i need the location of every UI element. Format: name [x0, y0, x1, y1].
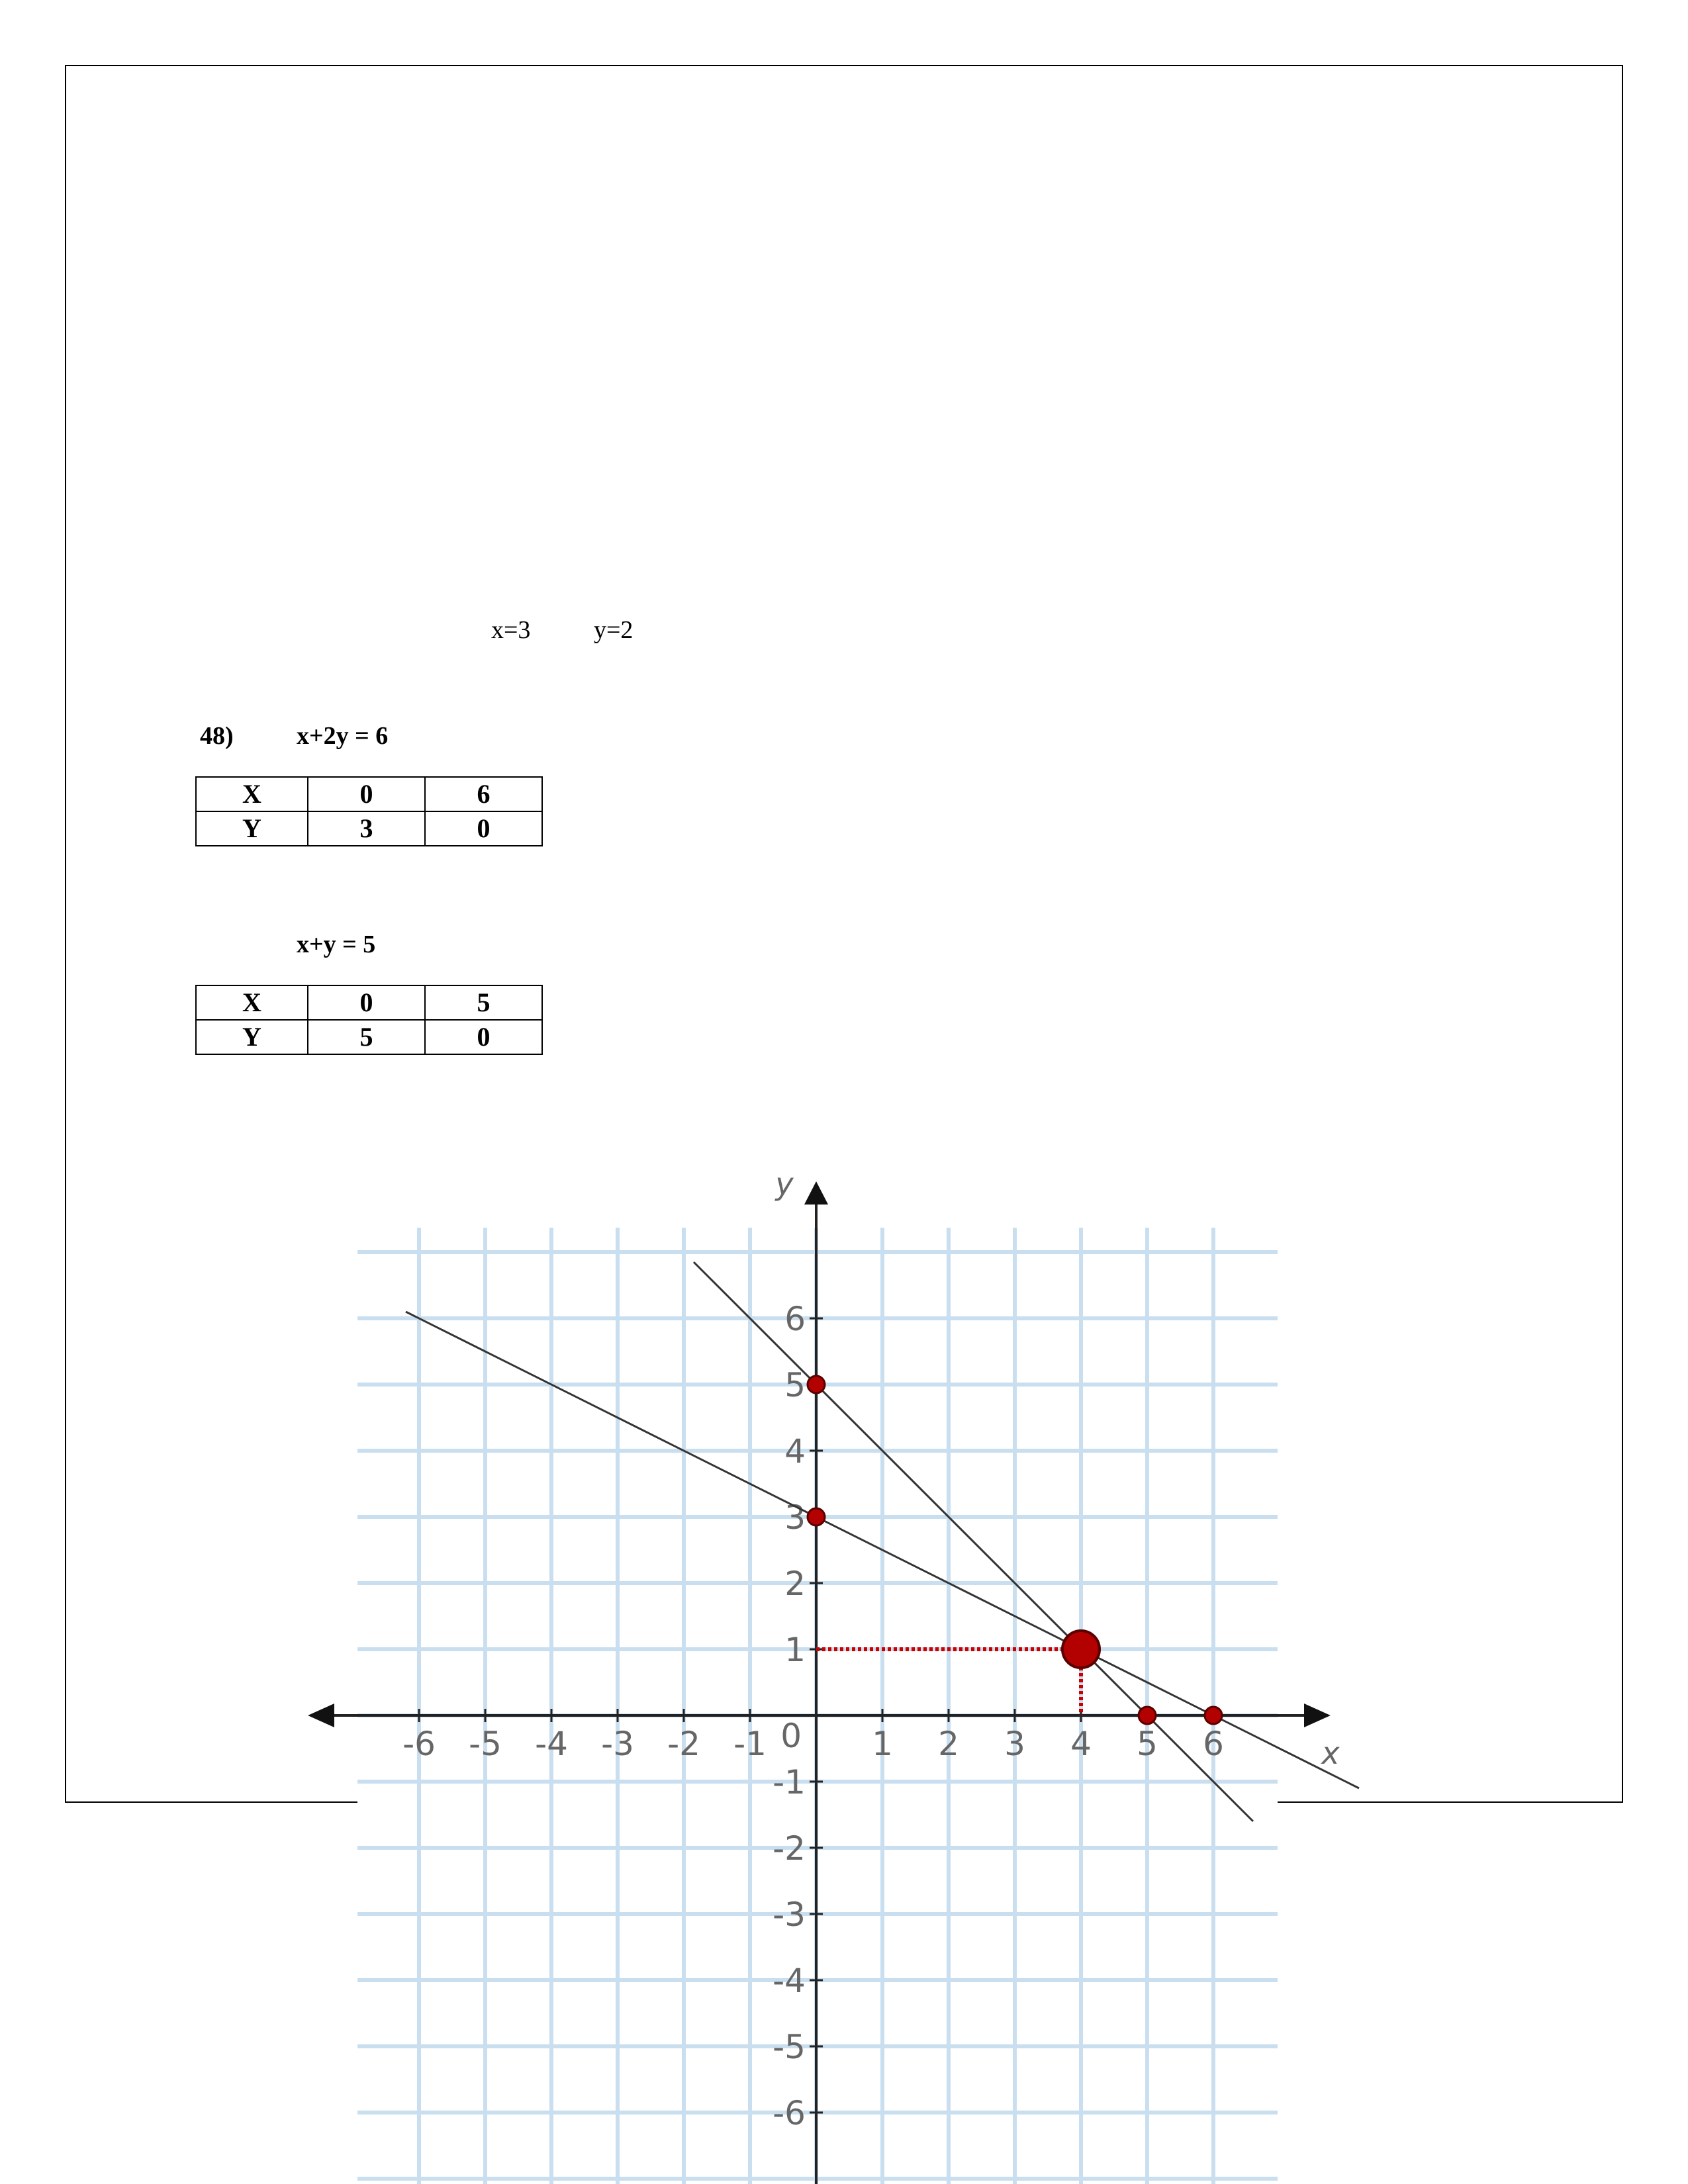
x-tick-label: 3	[1004, 1725, 1025, 1763]
y-tick-label: 3	[784, 1498, 806, 1537]
x-tick-label: -3	[601, 1725, 634, 1763]
x-tick-label: 4	[1070, 1725, 1092, 1763]
question-number: 48)	[200, 722, 234, 750]
coordinate-graph	[291, 1152, 1364, 2184]
table-cell: 5	[308, 1020, 425, 1054]
data-point	[808, 1376, 825, 1393]
data-point	[808, 1508, 825, 1525]
y-tick-label: 1	[784, 1631, 806, 1669]
y-tick-label: 4	[784, 1432, 806, 1471]
table-row	[196, 811, 542, 846]
y-tick-label: -3	[773, 1895, 806, 1934]
previous-answer-y: y=2	[594, 616, 633, 644]
y-axis-name: y	[775, 1166, 794, 1202]
value-table-2	[195, 985, 543, 1055]
table-cell: 5	[425, 985, 542, 1020]
intersection-point	[1062, 1631, 1100, 1668]
origin-label: 0	[780, 1717, 802, 1755]
table-row	[196, 1020, 542, 1054]
x-tick-label: 5	[1137, 1725, 1158, 1763]
x-axis-right-arrow-icon	[1304, 1704, 1331, 1727]
y-tick-label: -2	[773, 1829, 806, 1868]
x-tick-label: 1	[872, 1725, 893, 1763]
x-tick-label: -5	[469, 1725, 502, 1763]
x-axis-name: x	[1321, 1735, 1340, 1771]
equation-2-label: x+y = 5	[297, 931, 376, 958]
x-tick-label: 6	[1203, 1725, 1224, 1763]
y-tick-label: 2	[784, 1565, 806, 1603]
y-tick-label: 5	[784, 1366, 806, 1404]
y-tick-label: 6	[784, 1300, 806, 1338]
x-axis-left-arrow-icon	[308, 1704, 334, 1727]
y-tick-label: -5	[773, 2028, 806, 2066]
table-cell: 0	[308, 985, 425, 1020]
table-cell: 0	[308, 777, 425, 811]
x-tick-label: -2	[667, 1725, 700, 1763]
y-axis-arrow-icon	[804, 1181, 828, 1205]
table-cell: 3	[308, 811, 425, 846]
x-tick-label: -6	[402, 1725, 436, 1763]
equation-1-label: x+2y = 6	[297, 722, 389, 750]
data-point	[1205, 1707, 1222, 1724]
table-row	[196, 777, 542, 811]
data-point	[1139, 1707, 1156, 1724]
table-row	[196, 985, 542, 1020]
y-tick-label: -6	[773, 2094, 806, 2132]
table-header-x: X	[196, 777, 308, 811]
table-cell: 6	[425, 777, 542, 811]
table-header-x: X	[196, 985, 308, 1020]
table-header-y: Y	[196, 811, 308, 846]
x-tick-label: -4	[535, 1725, 568, 1763]
value-table-1	[195, 776, 543, 846]
y-tick-label: -1	[773, 1763, 806, 1801]
previous-answer-x: x=3	[491, 616, 531, 644]
table-cell: 0	[425, 811, 542, 846]
y-tick-label: -4	[773, 1962, 806, 2000]
x-tick-label: -1	[733, 1725, 767, 1763]
table-cell: 0	[425, 1020, 542, 1054]
x-tick-label: 2	[938, 1725, 959, 1763]
table-header-y: Y	[196, 1020, 308, 1054]
